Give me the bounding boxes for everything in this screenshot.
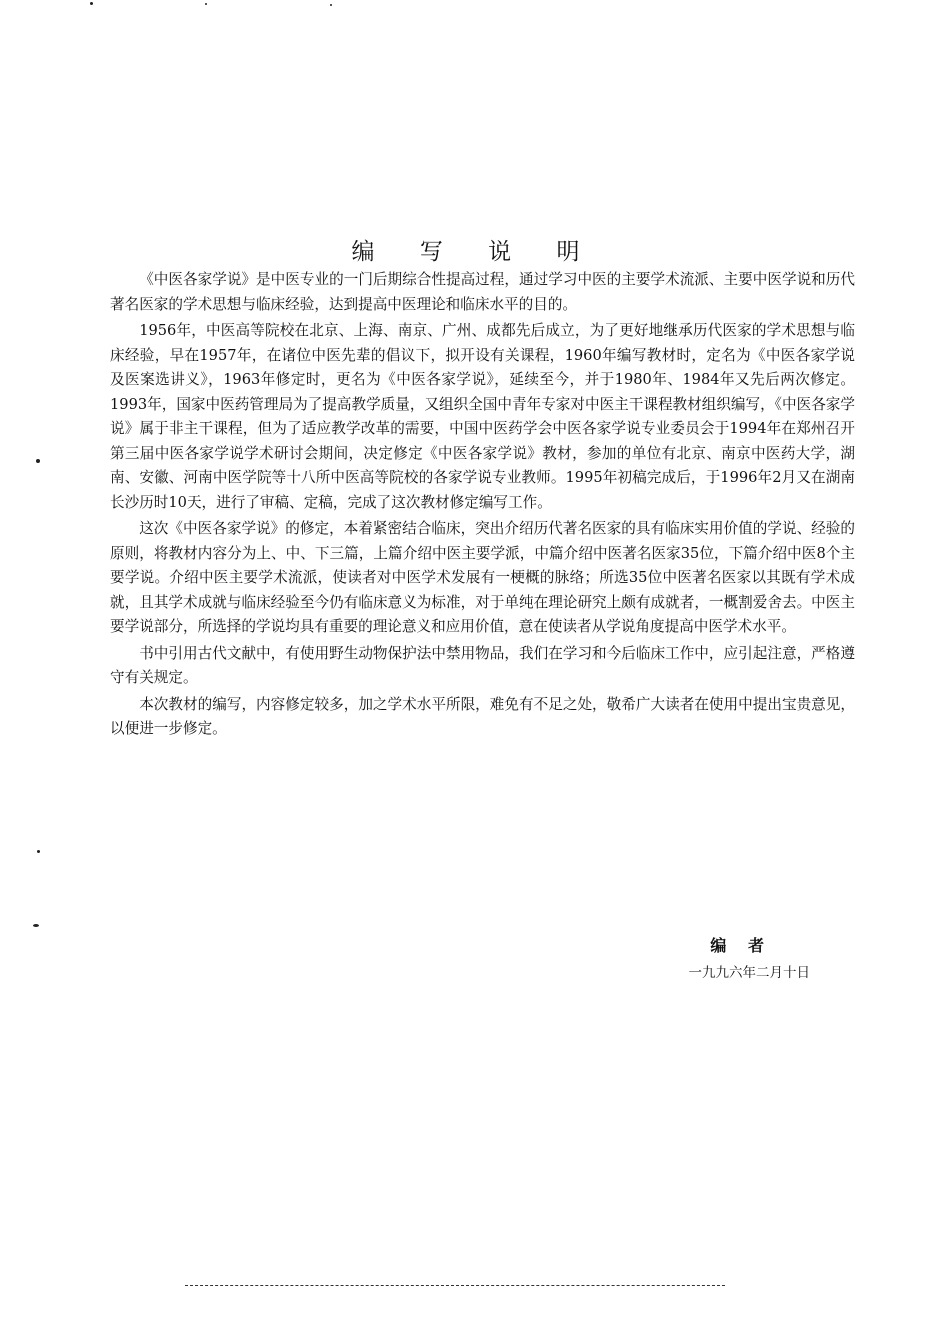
signature: 编 者 — [710, 936, 772, 955]
scan-artifact-line — [185, 1285, 725, 1286]
body-text — [110, 268, 855, 744]
scan-speck — [37, 850, 40, 853]
paragraph-revision: 这次《中医各家学说》的修定，本着紧密结合临床，突出介绍历代著名医家的具有临床实用价值的学说、经验的原则，将教材内容分为上、中、下三篇，上篇介绍中医主要学派，中篇介绍中医著名医家35位，下篇介绍中医8个主要学说。介绍中医主要学术流派，使读者对中医学术发展有一梗概的脉络；所选35位中医著名医家以其既有学术成就，且其学术成就与临床经验至今仍有临床意义为标准，对于单纯在理论研究上颇有成就者，一概割爱舍去。中医主要学说部分，所选择的学说均具有重要的理论意义和应用价值，意在使读者从学说角度提高中医学术水平。 — [110, 520, 855, 635]
paragraph-closing: 本次教材的编写，内容修定较多，加之学术水平所限，难免有不足之处，敬希广大读者在使用中提出宝贵意见，以便进一步修定。 — [110, 695, 855, 737]
page-title: 编 写 说 明 — [351, 239, 599, 266]
scan-speck — [330, 4, 332, 6]
scan-speck — [90, 2, 93, 5]
signature-date: 一九九六年二月十日 — [688, 965, 810, 981]
scan-speck — [36, 459, 40, 463]
paragraph-intro: 《中医各家学说》是中医专业的一门后期综合性提高过程，通过学习中医的主要学术流派、主要中医学说和历代著名医家的学术思想与临床经验，达到提高中医理论和临床水平的目的。 — [110, 271, 855, 313]
scan-speck — [33, 924, 39, 927]
paragraph-history: 1956年，中医高等院校在北京、上海、南京、广州、成都先后成立，为了更好地继承历代医家的学术思想与临床经验，早在1957年，在诸位中医先辈的倡议下，拟开设有关课程，1960年编写教材时，定名为《中医各家学说及医案选讲义》，1963年修定时，更名为《中医各家学说》，延续至今，并于1980年、1984年又先后两次修定。1993年，国家中医药管理局为了提高教学质量，又组织全国中青年专家对中医主干课程教材组织编写，《中医各家学说》属于非主干课程，但为了适应教学改革的需要，中国中医药学会中医各家学说专业委员会于1994年在郑州召开第三届中医各家学说学术研讨会期间，决定修定《中医各家学说》教材，参加的单位有北京、南京中医药大学，湖南、安徽、河南中医学院等十八所中医高等院校的各家学说专业教师。1995年初稿完成后，于1996年2月又在湖南长沙历时10天，进行了审稿、定稿，完成了这次教材修定编写工作。 — [110, 322, 855, 511]
scan-speck — [205, 3, 207, 5]
paragraph-notice: 书中引用古代文献中，有使用野生动物保护法中禁用物品，我们在学习和今后临床工作中，应引起注意，严格遵守有关规定。 — [110, 644, 855, 686]
